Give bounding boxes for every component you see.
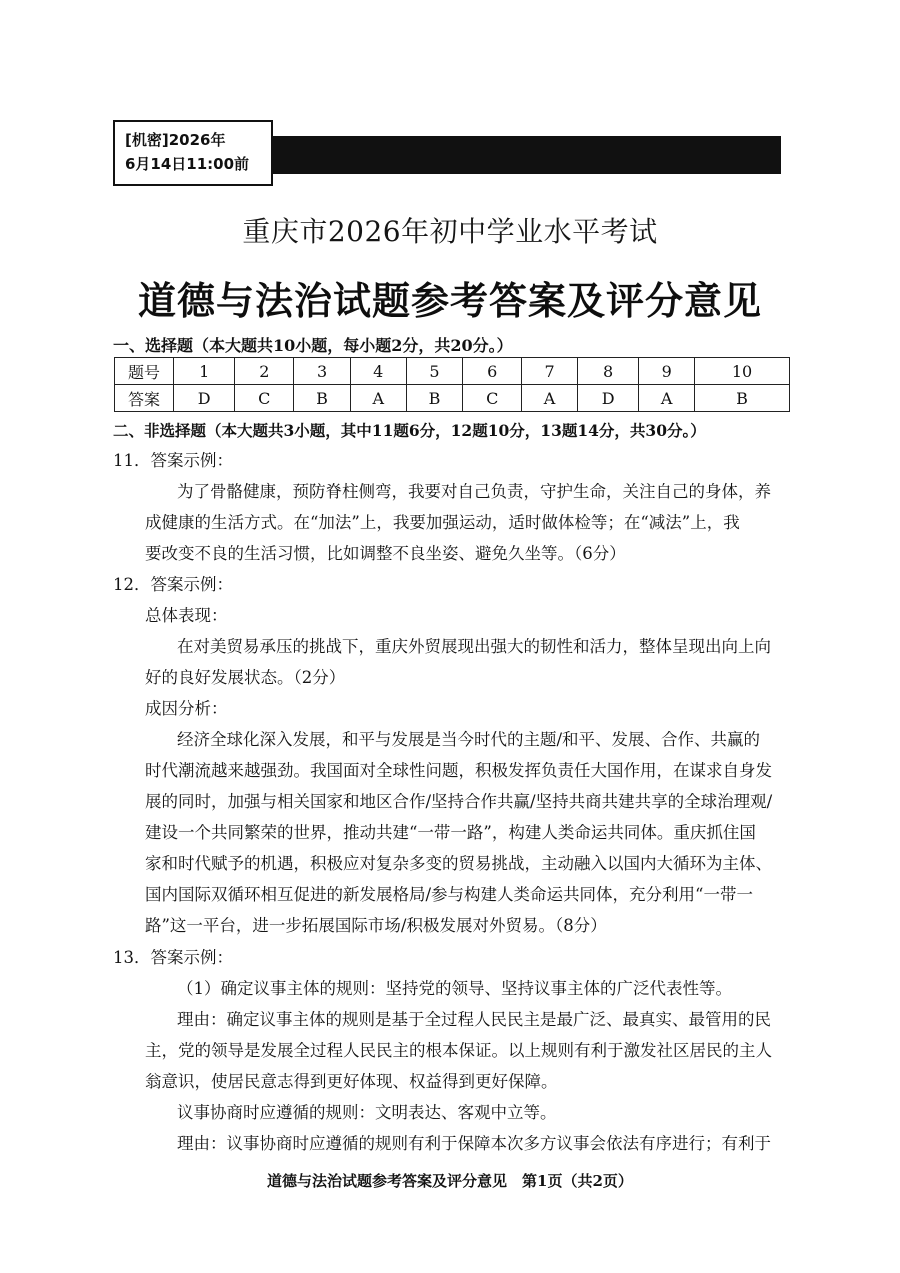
section-1-heading: 一、选择题（本大题共10小题，每小题2分，共20分。） <box>113 336 513 355</box>
table-cell: B <box>406 385 463 412</box>
q13-item-1: （1）确定议事主体的规则：坚持党的领导、坚持议事主体的广泛代表性等。 <box>177 979 732 998</box>
table-cell: B <box>695 385 790 412</box>
table-cell: 9 <box>639 358 695 385</box>
q12-sub2-line-4: 建设一个共同繁荣的世界，推动共建“一带一路”，构建人类命运共同体。重庆抓住国 <box>145 823 756 842</box>
q11-line-2: 成健康的生活方式。在“加法”上，我要加强运动，适时做体检等；在“减法”上，我 <box>145 513 740 532</box>
confidential-line-2: 6月14日11:00前 <box>125 155 250 173</box>
table-row-answers <box>115 385 790 412</box>
table-cell: 4 <box>350 358 406 385</box>
q13-reason2: 理由：议事协商时应遵循的规则有利于保障本次多方议事会依法有序进行；有利于 <box>177 1134 771 1153</box>
q12-label: 12．答案示例： <box>113 575 233 594</box>
redaction-bar <box>273 136 781 174</box>
table-cell: A <box>639 385 695 412</box>
q13-label: 13．答案示例： <box>113 948 233 967</box>
table-cell: 7 <box>522 358 578 385</box>
table-cell-label: 题号 <box>115 358 174 385</box>
table-cell-label: 答案 <box>115 385 174 412</box>
q13-reason1-line-1: 理由：确定议事主体的规则是基于全过程人民民主是最广泛、最真实、最管用的民 <box>177 1010 771 1029</box>
q12-sub1-line-1: 在对美贸易承压的挑战下，重庆外贸展现出强大的韧性和活力，整体呈现出向上向 <box>177 637 771 656</box>
q12-sub2: 成因分析： <box>145 699 228 718</box>
table-cell: 6 <box>463 358 522 385</box>
section-2-heading: 二、非选择题（本大题共3小题，其中11题6分，12题10分，13题14分，共30分。） <box>113 421 706 440</box>
table-cell: A <box>522 385 578 412</box>
table-row-numbers <box>115 358 790 385</box>
q13-reason1-line-3: 翁意识，使居民意志得到更好体现、权益得到更好保障。 <box>145 1072 558 1091</box>
table-cell: C <box>463 385 522 412</box>
table-cell: 3 <box>294 358 351 385</box>
table-cell: C <box>235 385 294 412</box>
table-cell: B <box>294 385 351 412</box>
page-footer: 道德与法治试题参考答案及评分意见 第1页（共2页） <box>267 1172 633 1190</box>
table-cell: 5 <box>406 358 463 385</box>
q11-label: 11．答案示例： <box>113 451 233 470</box>
q13-rule-2: 议事协商时应遵循的规则：文明表达、客观中立等。 <box>177 1103 557 1122</box>
q13-reason1-line-2: 主，党的领导是发展全过程人民民主的根本保证。以上规则有利于激发社区居民的主人 <box>145 1041 772 1060</box>
table-cell: A <box>350 385 406 412</box>
q12-sub2-line-7: 路”这一平台，进一步拓展国际市场/积极发展对外贸易。（8分） <box>145 916 607 935</box>
confidential-box <box>113 120 273 186</box>
table-cell: 8 <box>577 358 638 385</box>
answer-table <box>114 357 790 412</box>
table-cell: 1 <box>174 358 235 385</box>
q12-sub1-line-2: 好的良好发展状态。（2分） <box>145 668 346 687</box>
table-cell: 10 <box>695 358 790 385</box>
table-cell: 2 <box>235 358 294 385</box>
exam-title: 重庆市2026年初中学业水平考试 <box>242 215 658 248</box>
q12-sub2-line-5: 家和时代赋予的机遇，积极应对复杂多变的贸易挑战，主动融入以国内大循环为主体、 <box>145 854 772 873</box>
q12-sub2-line-3: 展的同时，加强与相关国家和地区合作/坚持合作共赢/坚持共商共建共享的全球治理观/ <box>145 792 773 811</box>
table-cell: D <box>577 385 638 412</box>
q12-sub2-line-6: 国内国际双循环相互促进的新发展格局/参与构建人类命运共同体，充分利用“一带一 <box>145 885 753 904</box>
q12-sub2-line-1: 经济全球化深入发展，和平与发展是当今时代的主题/和平、发展、合作、共赢的 <box>177 730 761 749</box>
q12-sub2-line-2: 时代潮流越来越强劲。我国面对全球性问题，积极发挥负责任大国作用，在谋求自身发 <box>145 761 772 780</box>
q12-sub1: 总体表现： <box>145 606 228 625</box>
table-cell: D <box>174 385 235 412</box>
q11-line-3: 要改变不良的生活习惯，比如调整不良坐姿、避免久坐等。（6分） <box>145 544 626 563</box>
confidential-line-1: [机密]2026年 <box>125 131 226 149</box>
q11-line-1: 为了骨骼健康，预防脊柱侧弯，我要对自己负责，守护生命，关注自己的身体，养 <box>177 482 771 501</box>
document-title: 道德与法治试题参考答案及评分意见 <box>137 278 762 323</box>
